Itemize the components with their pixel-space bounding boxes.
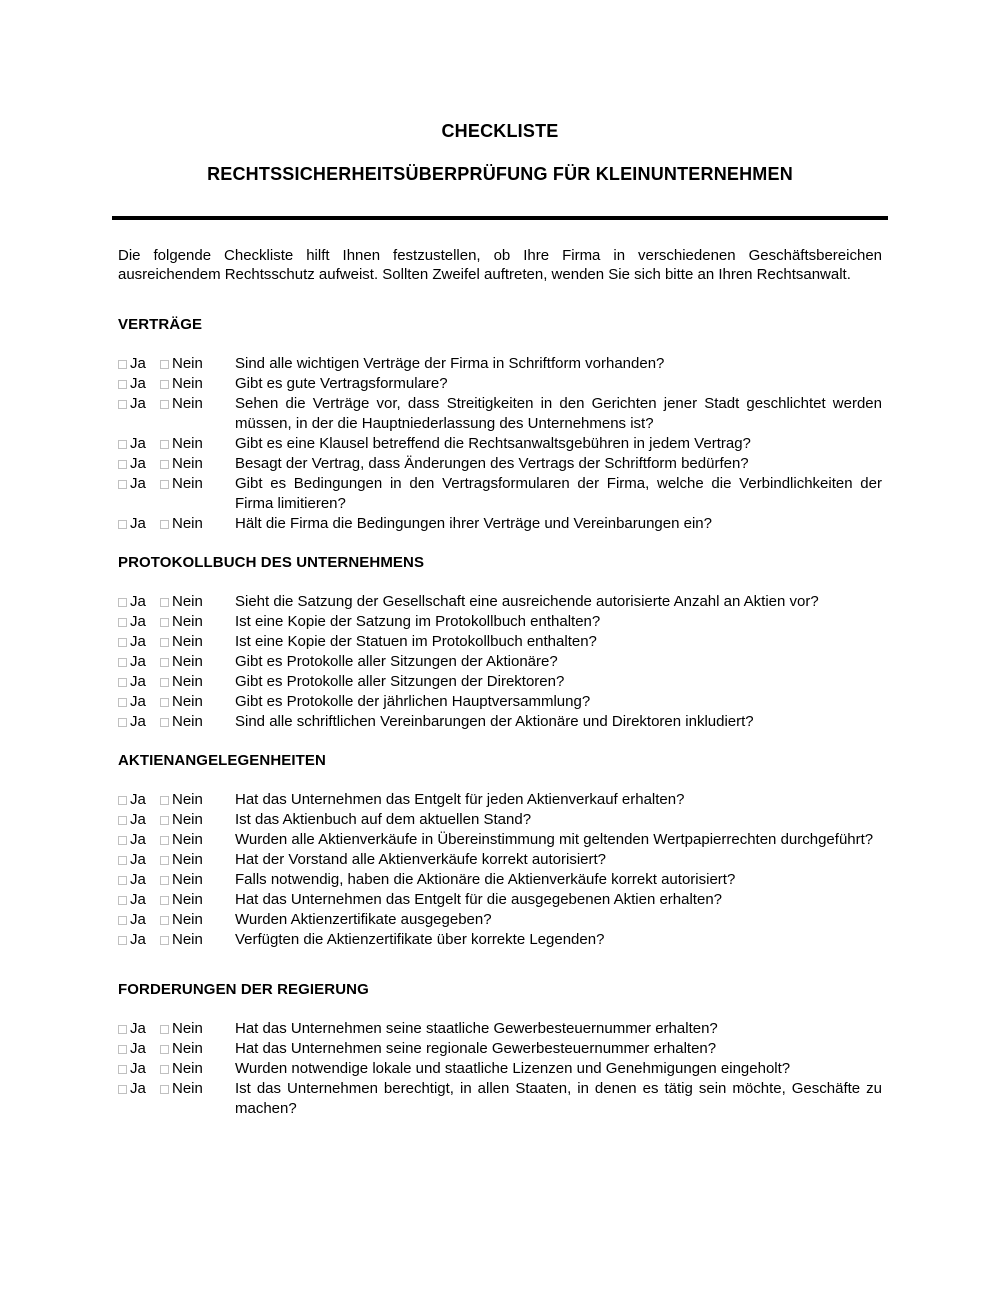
- yes-checkbox[interactable]: [118, 380, 127, 389]
- checklist-row: [118, 870, 882, 890]
- yes-checkbox[interactable]: [118, 1065, 127, 1074]
- yes-checkbox[interactable]: [118, 400, 127, 409]
- no-label: Nein: [172, 355, 203, 372]
- yes-checkbox[interactable]: [118, 440, 127, 449]
- yes-option: [118, 1079, 160, 1119]
- yes-option: [118, 712, 160, 732]
- no-checkbox[interactable]: [160, 598, 169, 607]
- yes-checkbox[interactable]: [118, 658, 127, 667]
- no-checkbox[interactable]: [160, 856, 169, 865]
- yes-option: [118, 354, 160, 374]
- no-checkbox[interactable]: [160, 460, 169, 469]
- yes-label: Ja: [130, 395, 146, 412]
- yes-option: [118, 890, 160, 910]
- question-text: Hat der Vorstand alle Aktienverkäufe korrekt autorisiert?: [235, 851, 607, 868]
- yes-option: [118, 592, 160, 612]
- no-option: [160, 354, 235, 374]
- yes-checkbox[interactable]: [118, 1045, 127, 1054]
- no-label: Nein: [172, 811, 203, 828]
- no-checkbox[interactable]: [160, 1085, 169, 1094]
- yes-checkbox[interactable]: [118, 816, 127, 825]
- yes-label: Ja: [130, 475, 146, 492]
- no-checkbox[interactable]: [160, 796, 169, 805]
- yes-option: [118, 474, 160, 514]
- yes-checkbox[interactable]: [118, 936, 127, 945]
- yes-checkbox[interactable]: [118, 460, 127, 469]
- yes-label: Ja: [130, 791, 146, 808]
- yes-checkbox[interactable]: [118, 638, 127, 647]
- question-text: Verfügten die Aktienzertifikate über korrekte Legenden?: [235, 931, 605, 948]
- no-label: Nein: [172, 395, 203, 412]
- yes-option: [118, 1059, 160, 1079]
- yes-label: Ja: [130, 931, 146, 948]
- no-label: Nein: [172, 613, 203, 630]
- yes-option: [118, 830, 160, 850]
- yes-label: Ja: [130, 613, 146, 630]
- no-checkbox[interactable]: [160, 836, 169, 845]
- no-checkbox[interactable]: [160, 658, 169, 667]
- document-title: CHECKLISTE: [441, 121, 559, 141]
- no-option: [160, 434, 235, 454]
- yes-label: Ja: [130, 455, 146, 472]
- yes-label: Ja: [130, 593, 146, 610]
- no-checkbox[interactable]: [160, 638, 169, 647]
- section-heading: FORDERUNGEN DER REGIERUNG: [118, 981, 369, 998]
- no-checkbox[interactable]: [160, 916, 169, 925]
- checklist-row: [118, 592, 882, 612]
- yes-label: Ja: [130, 435, 146, 452]
- question-text: Gibt es Protokolle aller Sitzungen der Aktionäre?: [235, 653, 558, 670]
- question-text: Ist eine Kopie der Satzung im Protokollbuch enthalten?: [235, 613, 601, 630]
- checklist-row: [118, 1039, 882, 1059]
- yes-label: Ja: [130, 375, 146, 392]
- no-label: Nein: [172, 375, 203, 392]
- question-text: Besagt der Vertrag, dass Änderungen des Vertrags der Schriftform bedürfen?: [235, 455, 749, 472]
- yes-label: Ja: [130, 1080, 146, 1097]
- question-text: Ist das Unternehmen berechtigt, in allen Staaten, in denen es tätig sein möchte, Geschäfte zu machen?: [235, 1080, 882, 1117]
- document-subtitle: RECHTSSICHERHEITSÜBERPRÜFUNG FÜR KLEINUNTERNEHMEN: [207, 164, 793, 184]
- no-label: Nein: [172, 475, 203, 492]
- no-label: Nein: [172, 435, 203, 452]
- checklist-row: [118, 830, 882, 850]
- yes-option: [118, 930, 160, 950]
- no-option: [160, 830, 235, 850]
- no-option: [160, 1059, 235, 1079]
- yes-label: Ja: [130, 653, 146, 670]
- checklist-row: [118, 354, 882, 374]
- checklist-row: [118, 850, 882, 870]
- yes-checkbox[interactable]: [118, 896, 127, 905]
- yes-checkbox[interactable]: [118, 856, 127, 865]
- section-heading: PROTOKOLLBUCH DES UNTERNEHMENS: [118, 554, 425, 571]
- yes-option: [118, 454, 160, 474]
- question-text: Wurden notwendige lokale und staatliche Lizenzen und Genehmigungen eingeholt?: [235, 1060, 791, 1077]
- sections-container: [118, 315, 882, 1119]
- yes-checkbox[interactable]: [118, 718, 127, 727]
- yes-checkbox[interactable]: [118, 876, 127, 885]
- yes-option: [118, 434, 160, 454]
- checklist-row: [118, 652, 882, 672]
- no-label: Nein: [172, 1060, 203, 1077]
- checklist-row: [118, 612, 882, 632]
- question-text: Sind alle wichtigen Verträge der Firma in Schriftform vorhanden?: [235, 355, 665, 372]
- section-heading: VERTRÄGE: [118, 316, 203, 333]
- yes-option: [118, 394, 160, 434]
- yes-checkbox[interactable]: [118, 678, 127, 687]
- yes-checkbox[interactable]: [118, 836, 127, 845]
- no-option: [160, 474, 235, 514]
- checklist-row: [118, 434, 882, 454]
- no-label: Nein: [172, 851, 203, 868]
- no-label: Nein: [172, 791, 203, 808]
- checklist-row: [118, 1019, 882, 1039]
- yes-label: Ja: [130, 355, 146, 372]
- no-option: [160, 454, 235, 474]
- no-option: [160, 592, 235, 612]
- no-option: [160, 870, 235, 890]
- no-option: [160, 692, 235, 712]
- no-option: [160, 612, 235, 632]
- yes-option: [118, 810, 160, 830]
- no-option: [160, 514, 235, 534]
- no-label: Nein: [172, 1020, 203, 1037]
- yes-checkbox[interactable]: [118, 360, 127, 369]
- question-text: Gibt es Protokolle der jährlichen Hauptversammlung?: [235, 693, 591, 710]
- no-option: [160, 712, 235, 732]
- yes-checkbox[interactable]: [118, 916, 127, 925]
- no-checkbox[interactable]: [160, 876, 169, 885]
- no-checkbox[interactable]: [160, 380, 169, 389]
- yes-option: [118, 1019, 160, 1039]
- yes-checkbox[interactable]: [118, 1025, 127, 1034]
- yes-option: [118, 514, 160, 534]
- no-checkbox[interactable]: [160, 480, 169, 489]
- no-option: [160, 910, 235, 930]
- intro-paragraph: Die folgende Checkliste hilft Ihnen festzustellen, ob Ihre Firma in verschiedenen Geschäftsbereichen ausreichendem Rechtsschutz aufweist. Sollten Zweifel auftreten, wenden Sie sich bitte an Ihren Rechtsanwalt.: [118, 247, 882, 283]
- no-option: [160, 1039, 235, 1059]
- no-option: [160, 1079, 235, 1119]
- question-text: Sieht die Satzung der Gesellschaft eine ausreichende autorisierte Anzahl an Aktien vor?: [235, 593, 819, 610]
- checklist-row: [118, 692, 882, 712]
- no-checkbox[interactable]: [160, 1025, 169, 1034]
- yes-label: Ja: [130, 911, 146, 928]
- checklist-row: [118, 394, 882, 434]
- checklist-row: [118, 632, 882, 652]
- no-label: Nein: [172, 455, 203, 472]
- checklist-row: [118, 374, 882, 394]
- yes-checkbox[interactable]: [118, 480, 127, 489]
- yes-checkbox[interactable]: [118, 618, 127, 627]
- yes-label: Ja: [130, 693, 146, 710]
- section-heading: AKTIENANGELEGENHEITEN: [118, 752, 326, 769]
- question-text: Gibt es gute Vertragsformulare?: [235, 375, 448, 392]
- no-option: [160, 810, 235, 830]
- checklist-row: [118, 712, 882, 732]
- no-label: Nein: [172, 1080, 203, 1097]
- no-label: Nein: [172, 593, 203, 610]
- no-checkbox[interactable]: [160, 618, 169, 627]
- checklist-row: [118, 454, 882, 474]
- no-label: Nein: [172, 713, 203, 730]
- no-checkbox[interactable]: [160, 440, 169, 449]
- no-option: [160, 632, 235, 652]
- no-checkbox[interactable]: [160, 520, 169, 529]
- checklist-section: [118, 315, 882, 534]
- checklist-row: [118, 930, 882, 950]
- yes-option: [118, 910, 160, 930]
- question-text: Hat das Unternehmen seine regionale Gewerbesteuernummer erhalten?: [235, 1040, 717, 1057]
- yes-label: Ja: [130, 871, 146, 888]
- no-checkbox[interactable]: [160, 1045, 169, 1054]
- checklist-row: [118, 514, 882, 534]
- checklist-row: [118, 890, 882, 910]
- no-checkbox[interactable]: [160, 678, 169, 687]
- horizontal-rule: [112, 216, 888, 220]
- no-option: [160, 890, 235, 910]
- yes-option: [118, 652, 160, 672]
- question-text: Sind alle schriftlichen Vereinbarungen der Aktionäre und Direktoren inkludiert?: [235, 713, 754, 730]
- checklist-row: [118, 810, 882, 830]
- no-label: Nein: [172, 911, 203, 928]
- checklist-row: [118, 672, 882, 692]
- no-option: [160, 652, 235, 672]
- no-option: [160, 930, 235, 950]
- no-checkbox[interactable]: [160, 936, 169, 945]
- no-label: Nein: [172, 673, 203, 690]
- no-checkbox[interactable]: [160, 896, 169, 905]
- yes-label: Ja: [130, 831, 146, 848]
- yes-label: Ja: [130, 1020, 146, 1037]
- no-label: Nein: [172, 831, 203, 848]
- no-checkbox[interactable]: [160, 360, 169, 369]
- no-label: Nein: [172, 871, 203, 888]
- checklist-row: [118, 474, 882, 514]
- no-option: [160, 374, 235, 394]
- no-label: Nein: [172, 515, 203, 532]
- yes-label: Ja: [130, 673, 146, 690]
- checklist-row: [118, 910, 882, 930]
- question-text: Gibt es eine Klausel betreffend die Rechtsanwaltsgebühren in jedem Vertrag?: [235, 435, 751, 452]
- checklist-section: [118, 980, 882, 1119]
- yes-option: [118, 632, 160, 652]
- no-option: [160, 394, 235, 434]
- checklist-section: [118, 553, 882, 732]
- yes-option: [118, 870, 160, 890]
- yes-option: [118, 672, 160, 692]
- question-text: Sehen die Verträge vor, dass Streitigkeiten in den Gerichten jener Stadt geschlichtet werden müssen, in der die Hauptniederlassung des Unternehmens ist?: [235, 395, 882, 432]
- yes-option: [118, 374, 160, 394]
- no-checkbox[interactable]: [160, 718, 169, 727]
- checklist-section: [118, 751, 882, 950]
- yes-checkbox[interactable]: [118, 520, 127, 529]
- yes-label: Ja: [130, 633, 146, 650]
- no-checkbox[interactable]: [160, 400, 169, 409]
- question-text: Wurden alle Aktienverkäufe in Übereinstimmung mit geltenden Wertpapierrechten durchgeführt?: [235, 831, 874, 848]
- no-label: Nein: [172, 931, 203, 948]
- question-text: Ist das Aktienbuch auf dem aktuellen Stand?: [235, 811, 532, 828]
- question-text: Hat das Unternehmen das Entgelt für jeden Aktienverkauf erhalten?: [235, 791, 685, 808]
- question-text: Ist eine Kopie der Statuen im Protokollbuch enthalten?: [235, 633, 597, 650]
- yes-checkbox[interactable]: [118, 598, 127, 607]
- question-text: Gibt es Protokolle aller Sitzungen der Direktoren?: [235, 673, 565, 690]
- yes-option: [118, 850, 160, 870]
- yes-option: [118, 790, 160, 810]
- checklist-row: [118, 1079, 882, 1119]
- question-text: Gibt es Bedingungen in den Vertragsformularen der Firma, welche die Verbindlichkeiten der Firma limitieren?: [235, 475, 882, 512]
- yes-label: Ja: [130, 851, 146, 868]
- yes-checkbox[interactable]: [118, 698, 127, 707]
- yes-label: Ja: [130, 891, 146, 908]
- yes-checkbox[interactable]: [118, 1085, 127, 1094]
- checklist-row: [118, 1059, 882, 1079]
- yes-label: Ja: [130, 713, 146, 730]
- question-text: Falls notwendig, haben die Aktionäre die Aktienverkäufe korrekt autorisiert?: [235, 871, 736, 888]
- no-checkbox[interactable]: [160, 816, 169, 825]
- no-label: Nein: [172, 633, 203, 650]
- no-label: Nein: [172, 693, 203, 710]
- question-text: Hat das Unternehmen seine staatliche Gewerbesteuernummer erhalten?: [235, 1020, 718, 1037]
- no-label: Nein: [172, 653, 203, 670]
- yes-option: [118, 692, 160, 712]
- no-option: [160, 850, 235, 870]
- document-content: [118, 121, 882, 1119]
- no-label: Nein: [172, 1040, 203, 1057]
- no-checkbox[interactable]: [160, 698, 169, 707]
- question-text: Wurden Aktienzertifikate ausgegeben?: [235, 911, 492, 928]
- question-text: Hält die Firma die Bedingungen ihrer Verträge und Vereinbarungen ein?: [235, 515, 712, 532]
- yes-option: [118, 1039, 160, 1059]
- yes-label: Ja: [130, 515, 146, 532]
- yes-checkbox[interactable]: [118, 796, 127, 805]
- yes-label: Ja: [130, 1040, 146, 1057]
- yes-label: Ja: [130, 811, 146, 828]
- no-option: [160, 672, 235, 692]
- no-label: Nein: [172, 891, 203, 908]
- question-text: Hat das Unternehmen das Entgelt für die ausgegebenen Aktien erhalten?: [235, 891, 723, 908]
- no-option: [160, 790, 235, 810]
- yes-option: [118, 612, 160, 632]
- checklist-row: [118, 790, 882, 810]
- yes-label: Ja: [130, 1060, 146, 1077]
- no-checkbox[interactable]: [160, 1065, 169, 1074]
- no-option: [160, 1019, 235, 1039]
